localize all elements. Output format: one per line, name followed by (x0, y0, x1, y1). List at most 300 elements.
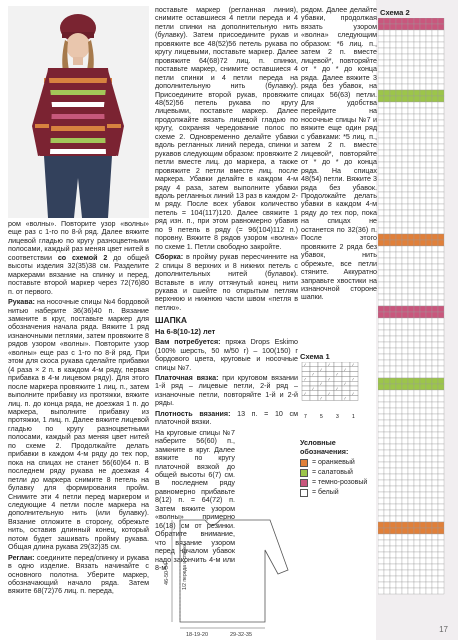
bold-text: Плотность вязания: (155, 409, 231, 418)
schema-2-cell (390, 252, 396, 258)
schema-2-cell (384, 96, 390, 102)
schema-2-cell (420, 54, 426, 60)
schema-2-cell (378, 432, 384, 438)
schema-2-cell (432, 438, 438, 444)
schema-1-symbol: / (320, 396, 322, 401)
schema-2-cell (396, 588, 402, 594)
schema-2-cell (426, 378, 432, 384)
schema-2-cell (402, 510, 408, 516)
schema-1-cell (302, 362, 310, 367)
schema-2-cell (432, 246, 438, 252)
text: 13 п. = 10 см платочной вязки. (155, 409, 299, 427)
schema-2-cell (384, 120, 390, 126)
schema-2-cell (390, 48, 396, 54)
schema-2-cell (378, 384, 384, 390)
schema-1-cell (310, 376, 318, 381)
schema-2-cell (384, 510, 390, 516)
schema-2-cell (420, 330, 426, 336)
schema-2-cell (414, 546, 420, 552)
schema-2-cell (420, 246, 426, 252)
schema-2-cell (390, 276, 396, 282)
schema-2-cell (426, 222, 432, 228)
schema-2-cell (396, 348, 402, 354)
schema-2-cell (396, 18, 402, 24)
schema-2-cell (402, 576, 408, 582)
schema-2-cell (408, 180, 414, 186)
schema-2-cell (414, 498, 420, 504)
schema-2-cell (396, 480, 402, 486)
schema-2-cell (384, 444, 390, 450)
schema-2-cell (402, 24, 408, 30)
schema-2-cell (402, 36, 408, 42)
schema-2-cell (390, 402, 396, 408)
schema-2-cell (390, 90, 396, 96)
schema-2-cell (402, 270, 408, 276)
schema-2-cell (384, 258, 390, 264)
schema-2-cell (414, 336, 420, 342)
schema-2-cell (384, 30, 390, 36)
schema-2-cell (426, 426, 432, 432)
schema-2-cell (384, 360, 390, 366)
schema-2-cell (378, 168, 384, 174)
schema-1-cell (350, 381, 358, 386)
schema-2-cell (396, 60, 402, 66)
schema-2-cell (384, 330, 390, 336)
schema-2-cell (402, 30, 408, 36)
schema-2-cell (390, 120, 396, 126)
schema-2-cell (378, 588, 384, 594)
schema-2-cell (432, 330, 438, 336)
schema-2-cell (378, 444, 384, 450)
schema-1-cell (334, 376, 342, 381)
schema-2-cell (378, 426, 384, 432)
schema-2-cell (408, 450, 414, 456)
schema-2-cell (426, 48, 432, 54)
schema-2-cell (438, 576, 444, 582)
schema-2-cell (402, 108, 408, 114)
schema-2-cell (378, 120, 384, 126)
schema-2-cell (426, 186, 432, 192)
schema-2-cell (438, 138, 444, 144)
schema-1-cell (302, 376, 310, 381)
schema-2-cell (384, 378, 390, 384)
sweater-pattern-diagram (150, 510, 300, 638)
schema-2-cell (396, 492, 402, 498)
schema-2-cell (438, 462, 444, 468)
schema-2-cell (396, 126, 402, 132)
schema-1-cell (302, 372, 310, 377)
schema-2-cell (414, 198, 420, 204)
schema-2-cell (414, 228, 420, 234)
schema-2-cell (414, 396, 420, 402)
schema-2-cell (426, 108, 432, 114)
schema-2-cell (384, 414, 390, 420)
schema-2-cell (378, 132, 384, 138)
schema-2-cell (390, 270, 396, 276)
schema-2-cell (438, 78, 444, 84)
schema-2-cell (414, 222, 420, 228)
schema-2-cell (408, 240, 414, 246)
schema-2-cell (396, 546, 402, 552)
schema-2-cell (384, 486, 390, 492)
schema-2-cell (378, 96, 384, 102)
schema-2-cell (420, 252, 426, 258)
schema-2-cell (384, 36, 390, 42)
schema-2-cell (438, 300, 444, 306)
schema-2-cell (384, 84, 390, 90)
schema-2-cell (402, 306, 408, 312)
schema-2-cell (414, 186, 420, 192)
schema-2-cell (408, 222, 414, 228)
schema-2-cell (420, 192, 426, 198)
schema-1-cell (318, 367, 326, 372)
schema-2-cell (396, 42, 402, 48)
schema-2-cell (438, 414, 444, 420)
schema-2-cell (396, 96, 402, 102)
schema-2-cell (396, 510, 402, 516)
schema-2-cell (408, 186, 414, 192)
text: на носочные спицы №4 бордовой нитью наберите 36(36)40 п. Вязание замкните в круг, поставьте маркер для обозначения начала ряда. Вяжите 1 ряд изнаночными петлями, затем провяжите 8 рядов узором «волны». Повторите узор «волны» еще раз с 1-го по 8-й ряд. При этом для скоса рукава сделайте прибавки (4 раза × 2 п. в каждом 4-м ряду, первая прибавка в 4-м лицевом ряду). Для этого после маркера провяжите 1 лиц. п., затем выполните прибавку из протяжки, вяжите лиц. п. до конца ряда, не доезжая 1 п. до маркера, выполните прибавку из протяжки, 1 лиц. п. Далее вяжите лицевой гладью по кругу разноцветными полосами, каждый раз меняя цвет нитей по схеме 2. Продолжайте делать прибавки в каждом 4-м ряду до тех пор, пока на спицах не станет 56(60)64 п. В последнем ряду рукава не доезжая 4 петли до маркера снимите 8 петель на булавку для формирования пройм. Снимите эти 4 петли перед маркером и следующие 4 петли после маркера на дополнительную нить (или булавку). Вязание отложите в сторону, обрежьте нить, оставив длинный конец, который потом будет зашивать пройму рукава. Общая длина рукава 29(32)35 см. (8, 298, 149, 552)
schema-2-cell (396, 48, 402, 54)
schema-2-cell (378, 240, 384, 246)
schema-1-symbol: / (304, 377, 306, 382)
schema-2-cell (390, 246, 396, 252)
schema-2-cell (414, 480, 420, 486)
schema-2-cell (390, 66, 396, 72)
paragraph (8, 298, 149, 552)
schema-2-cell (420, 24, 426, 30)
schema-2-cell (420, 450, 426, 456)
schema-2-cell (378, 570, 384, 576)
schema-2-cell (378, 282, 384, 288)
schema-2-cell (378, 420, 384, 426)
schema-2-cell (426, 114, 432, 120)
schema-2-cell (414, 378, 420, 384)
schema-2-cell (408, 234, 414, 240)
schema-2-cell (384, 228, 390, 234)
schema-2-cell (402, 384, 408, 390)
schema-2-cell (426, 462, 432, 468)
schema-2-cell (438, 168, 444, 174)
schema-2-cell (426, 138, 432, 144)
schema-2-cell (402, 186, 408, 192)
schema-2-cell (432, 306, 438, 312)
schema-1-symbol: / (328, 391, 330, 396)
schema-2-cell (420, 264, 426, 270)
schema-2-cell (414, 144, 420, 150)
schema-2-cell (378, 144, 384, 150)
schema-2-cell (384, 42, 390, 48)
schema-2-cell (390, 312, 396, 318)
schema-2-cell (426, 144, 432, 150)
schema-2-cell (432, 432, 438, 438)
schema-2-cell (384, 402, 390, 408)
schema-2-cell (408, 444, 414, 450)
schema-2-cell (438, 252, 444, 258)
pattern-part-label: 1/2 переда и спинки (182, 543, 188, 590)
schema-2-cell (378, 354, 384, 360)
schema-2-cell (420, 120, 426, 126)
schema-2-cell (390, 42, 396, 48)
schema-2-cell (390, 570, 396, 576)
schema-2-cell (402, 114, 408, 120)
schema-2-cell (390, 288, 396, 294)
schema-2-cell (384, 78, 390, 84)
schema-2-cell (390, 234, 396, 240)
schema-2-cell (396, 378, 402, 384)
schema-2-cell (408, 558, 414, 564)
text-column-3 (301, 6, 377, 304)
schema-2-cell (408, 342, 414, 348)
schema-2-cell (438, 540, 444, 546)
schema-2-cell (408, 48, 414, 54)
schema-2-cell (396, 78, 402, 84)
schema-2-cell (432, 474, 438, 480)
schema-2-cell (432, 390, 438, 396)
schema-2-cell (426, 162, 432, 168)
schema-2-cell (378, 462, 384, 468)
schema-2-cell (384, 102, 390, 108)
schema-2-cell (384, 396, 390, 402)
schema-2-cell (414, 468, 420, 474)
schema-2-cell (438, 204, 444, 210)
schema-2-cell (378, 348, 384, 354)
schema-2-cell (438, 54, 444, 60)
schema-2-cell (432, 288, 438, 294)
schema-2-cell (396, 360, 402, 366)
schema-2-cell (432, 348, 438, 354)
schema-2-cell (402, 126, 408, 132)
schema-2-cell (432, 282, 438, 288)
schema-2-cell (384, 54, 390, 60)
schema-2-cell (378, 288, 384, 294)
schema-2-cell (438, 162, 444, 168)
schema-1-cell (342, 381, 350, 386)
schema-2-cell (402, 198, 408, 204)
schema-2-cell (396, 420, 402, 426)
schema-2-cell (408, 426, 414, 432)
schema-2-cell (402, 216, 408, 222)
schema-2-cell (402, 168, 408, 174)
schema-2-cell (420, 348, 426, 354)
schema-2-cell (438, 426, 444, 432)
schema-2-cell (408, 126, 414, 132)
schema-2-cell (408, 438, 414, 444)
schema-2-cell (408, 378, 414, 384)
schema-2-cell (408, 582, 414, 588)
schema-2-cell (396, 516, 402, 522)
schema-2-cell (396, 528, 402, 534)
schema-2-cell (420, 378, 426, 384)
legend-label: = темно-розовый (312, 479, 368, 486)
schema-2-cell (384, 150, 390, 156)
schema-2-cell (432, 72, 438, 78)
schema-2-cell (420, 588, 426, 594)
schema-2-cell (438, 264, 444, 270)
schema-2-cell (402, 354, 408, 360)
schema-2-cell (438, 174, 444, 180)
schema-2-cell (390, 60, 396, 66)
schema-2-cell (420, 570, 426, 576)
schema-2-cell (414, 456, 420, 462)
schema-2-cell (414, 570, 420, 576)
schema-2-cell (414, 558, 420, 564)
schema-2-cell (408, 414, 414, 420)
schema-2-cell (426, 126, 432, 132)
schema-2-cell (408, 336, 414, 342)
schema-2-cell (426, 282, 432, 288)
schema-2-cell (396, 570, 402, 576)
schema-2-cell (432, 78, 438, 84)
legend-label: = салатовый (312, 469, 353, 476)
schema-1-cell (342, 391, 350, 396)
schema-2-cell (396, 372, 402, 378)
schema-2-cell (414, 54, 420, 60)
schema-2-cell (426, 522, 432, 528)
schema-2-cell (432, 138, 438, 144)
schema-2-cell (396, 576, 402, 582)
schema-2-grid (378, 18, 450, 610)
schema-2-cell (438, 486, 444, 492)
schema-2-cell (396, 300, 402, 306)
schema-2-cell (408, 480, 414, 486)
schema-2-cell (426, 102, 432, 108)
schema-2-cell (384, 18, 390, 24)
schema-2-cell (414, 204, 420, 210)
schema-2-cell (402, 132, 408, 138)
schema-1-symbol: / (352, 391, 354, 396)
schema-2-cell (432, 300, 438, 306)
schema-2-cell (414, 354, 420, 360)
schema-2-cell (438, 186, 444, 192)
schema-2-cell (432, 144, 438, 150)
schema-2-cell (414, 42, 420, 48)
schema-2-cell (396, 162, 402, 168)
schema-2-cell (390, 540, 396, 546)
schema-2-cell (438, 588, 444, 594)
schema-2-cell (390, 162, 396, 168)
schema-2-cell (438, 582, 444, 588)
schema-2-cell (420, 564, 426, 570)
schema-2-cell (378, 372, 384, 378)
schema-2-cell (414, 240, 420, 246)
schema-2-cell (438, 246, 444, 252)
schema-2-cell (390, 228, 396, 234)
schema-1-cell (310, 381, 318, 386)
schema-2-cell (426, 156, 432, 162)
schema-2-cell (438, 546, 444, 552)
schema-2-cell (432, 528, 438, 534)
schema-2-cell (390, 366, 396, 372)
schema-2-cell (384, 252, 390, 258)
schema-2-cell (378, 336, 384, 342)
schema-2-cell (378, 48, 384, 54)
schema-2-cell (438, 150, 444, 156)
schema-2-cell (426, 252, 432, 258)
schema-1-cell (310, 362, 318, 367)
schema-2-cell (420, 84, 426, 90)
schema-2-cell (384, 216, 390, 222)
schema-2-cell (420, 30, 426, 36)
schema-2-cell (384, 480, 390, 486)
schema-2-cell (408, 270, 414, 276)
schema-1-cell (342, 396, 350, 401)
schema-2-cell (384, 174, 390, 180)
schema-1-cell (318, 391, 326, 396)
legend-item (300, 458, 376, 467)
schema-2-cell (402, 474, 408, 480)
schema-2-cell (408, 498, 414, 504)
text: в пройму рукав пересчинните на 2 спицы 8 верхних и 8 нижних петель с дополнительных нитей (булавок). Вставьте в иглу оттянутый конец нити рукава и сшейте по открытым петлям верхнюю и нижнюю части швом «петля в петлю». (155, 253, 298, 312)
schema-2-cell (426, 306, 432, 312)
schema-2-cell (402, 528, 408, 534)
schema-2-cell (420, 468, 426, 474)
schema-2-cell (432, 450, 438, 456)
schema-2-cell (378, 414, 384, 420)
schema-2-cell (438, 120, 444, 126)
schema-2-cell (414, 210, 420, 216)
schema-2-cell (384, 504, 390, 510)
schema-2-cell (432, 564, 438, 570)
schema-2-cell (426, 456, 432, 462)
schema-2-cell (438, 126, 444, 132)
schema-2-cell (402, 342, 408, 348)
schema-1-cell (342, 386, 350, 391)
schema-2-cell (432, 366, 438, 372)
schema-2-cell (396, 240, 402, 246)
schema-2-cell (438, 288, 444, 294)
schema-2-cell (408, 546, 414, 552)
schema-1-cell (334, 381, 342, 386)
schema-1-cell (302, 391, 310, 396)
schema-2-cell (408, 528, 414, 534)
schema-2-cell (402, 66, 408, 72)
schema-2-cell (384, 528, 390, 534)
schema-2-cell (408, 396, 414, 402)
text-column-2 (155, 6, 298, 574)
schema-2-cell (420, 528, 426, 534)
schema-2-cell (438, 306, 444, 312)
schema-2-cell (420, 204, 426, 210)
schema-2-cell (414, 132, 420, 138)
schema-2-cell (396, 450, 402, 456)
schema-2-cell (384, 156, 390, 162)
text: ром «волны». Повторите узор «волны» еще раз с 1-го по 8-й ряд. Далее вяжите лицевой гладью по кругу разноцветными полосами, каждый раз меняя цвет нитей в соответствии (8, 220, 149, 262)
schema-2-cell (438, 522, 444, 528)
schema-2-cell (390, 174, 396, 180)
schema-1-cell (350, 372, 358, 377)
schema-2-cell (402, 558, 408, 564)
schema-2-cell (414, 180, 420, 186)
schema-2-cell (426, 492, 432, 498)
schema-2-cell (414, 36, 420, 42)
schema-2-cell (414, 516, 420, 522)
schema-2-cell (426, 570, 432, 576)
schema-2-cell (384, 234, 390, 240)
schema-2-cell (426, 588, 432, 594)
schema-2-cell (426, 180, 432, 186)
schema-2-cell (402, 222, 408, 228)
schema-2-cell (378, 498, 384, 504)
schema-2-cell (420, 336, 426, 342)
schema-2-cell (414, 24, 420, 30)
schema-2-cell (414, 150, 420, 156)
schema-2-cell (402, 18, 408, 24)
schema-2-cell (378, 72, 384, 78)
schema-2-cell (426, 276, 432, 282)
schema-2-cell (384, 522, 390, 528)
schema-2-cell (408, 90, 414, 96)
